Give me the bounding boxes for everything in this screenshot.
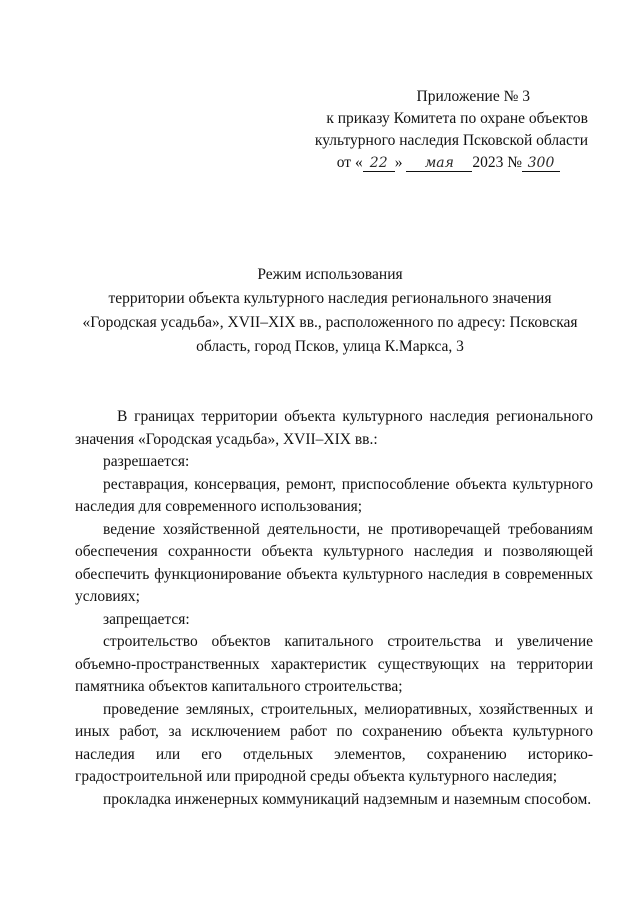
heading-line-3: «Городская усадьба», XVII–XIX вв., расположенного по адресу: Псковская bbox=[82, 314, 578, 331]
intro-paragraph: В границах территории объекта культурного наследия регионального значения «Городская усадьба», XVII–XIX вв.: bbox=[75, 408, 593, 448]
date-separator: » bbox=[394, 154, 403, 171]
order-number-handwritten: 300 bbox=[522, 155, 560, 172]
forbidden-item-1: строительство объектов капитального строительства и увеличение объемно-пространственных характеристик существующих на территории памятника объектов капитального строительства; bbox=[75, 633, 593, 695]
allowed-item-1: реставрация, консервация, ремонт, приспособление объекта культурного наследия для современного использования; bbox=[75, 475, 593, 515]
heading-title: Режим использования bbox=[257, 266, 403, 283]
appendix-title: Приложение № 3 bbox=[416, 88, 530, 105]
document-body bbox=[75, 406, 593, 811]
forbidden-item-2: проведение земляных, строительных, мелиоративных, хозяйственных и иных работ, за исключением работ по сохранению объекта культурного наследия или его отдельных элементов, сохранению историко-градостроительной или природной среды объекта культурного наследия; bbox=[75, 700, 593, 785]
allowed-label: разрешается: bbox=[103, 453, 190, 470]
allowed-item-2: ведение хозяйственной деятельности, не противоречащей требованиям обеспечения сохранности объекта культурного наследия и позволяющей обеспечить функционирование объекта культурного наследия в современных условиях; bbox=[75, 520, 593, 605]
document-heading bbox=[60, 263, 600, 359]
date-month-handwritten: мая bbox=[406, 155, 472, 172]
date-year: 2023 № bbox=[472, 154, 522, 171]
date-prefix: от « bbox=[336, 154, 363, 171]
heading-line-2: территории объекта культурного наследия регионального значения bbox=[108, 290, 552, 307]
appendix-committee-line: культурного наследия Псковской области bbox=[314, 132, 588, 149]
forbidden-label: запрещается: bbox=[103, 610, 190, 628]
date-day-handwritten: 22 bbox=[363, 155, 395, 172]
appendix-date-line bbox=[288, 152, 588, 174]
heading-line-4: область, город Псков, улица К.Маркса, 3 bbox=[196, 338, 464, 355]
appendix-order-line: к приказу Комитета по охране объектов bbox=[326, 110, 588, 127]
appendix-header bbox=[288, 86, 588, 174]
forbidden-item-3: прокладка инженерных коммуникаций надземным и наземным способом. bbox=[103, 790, 592, 808]
